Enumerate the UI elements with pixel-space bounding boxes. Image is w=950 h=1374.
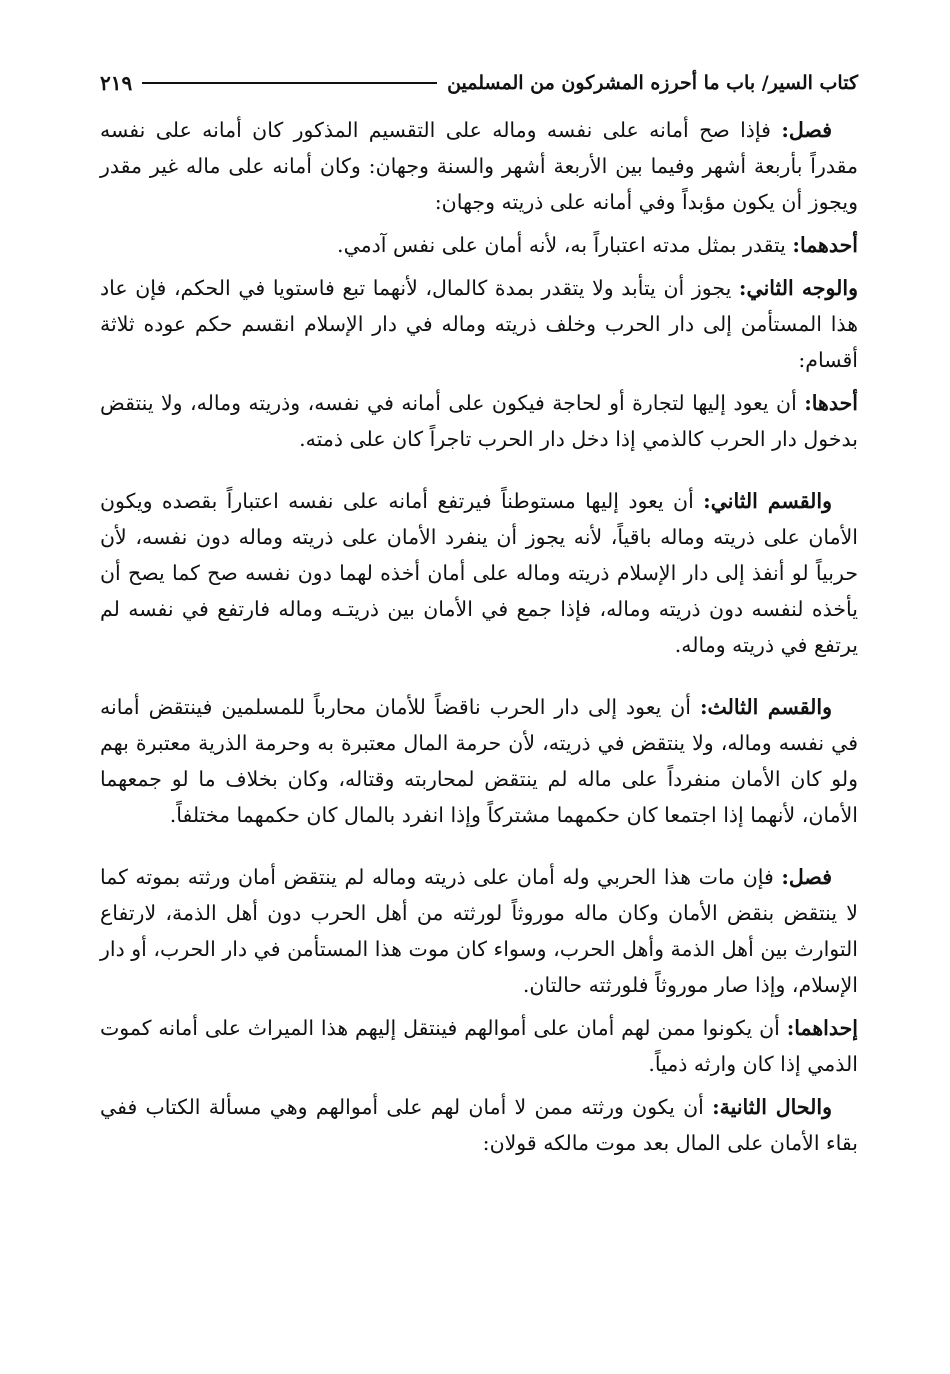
paragraph-text: أن يكون ورثته ممن لا أمان لهم على أموالهم وهي مسألة الكتاب ففي بقاء الأمان على المال بعد موت مالكه قولان: bbox=[100, 1095, 858, 1155]
header-rule bbox=[142, 82, 437, 84]
paragraph-ahaduha bbox=[100, 385, 858, 457]
running-title: كتاب السير/ باب ما أحرزه المشركون من المسلمين bbox=[447, 72, 858, 94]
paragraph-wajh-thani bbox=[100, 270, 858, 378]
paragraph-text: فإذا صح أمانه على نفسه وماله على التقسيم المذكور كان أمانه على نفسه مقدراً بأربعة أشهر وفيما بين الأربعة أشهر والسنة وجهان: وكان أمانه على ماله غير مقدر ويجوز أن يكون مؤبداً وفي أمانه على ذريته وجهان: bbox=[100, 118, 858, 214]
paragraph-hal-thaniya bbox=[100, 1089, 858, 1161]
paragraph-lead: فصل: bbox=[781, 118, 832, 142]
paragraph-qism-thalith bbox=[100, 689, 858, 833]
paragraph-ahaduhuma bbox=[100, 227, 858, 263]
paragraph-text: أن يعود إلى دار الحرب ناقضاً للأمان محارباً للمسلمين فينتقض أمانه في نفسه وماله، ولا ينتقض في ذريته، لأن حرمة المال معتبرة به وحرمة الذرية معتبرة بهم ولو كان الأمان منفرداً على ماله لم ينتقض لمحاربته وقتاله، وكان بخلاف ما لو جمعهما الأمان، لأنهما إذا اجتمعا كان حكمهما مشتركاً وإذا انفرد بالمال كان حكمهما مختلفاً. bbox=[100, 695, 858, 827]
paragraph-lead: والحال الثانية: bbox=[712, 1095, 832, 1119]
paragraph-qism-thani bbox=[100, 483, 858, 663]
paragraph-text: أن يعود إليها لتجارة أو لحاجة فيكون على أمانه في نفسه، وذريته وماله، ولا ينتقض بدخول دار الحرب كالذمي إذا دخل دار الحرب تاجراً كان على ذمته. bbox=[100, 391, 858, 451]
paragraph-lead: أحدهما: bbox=[792, 233, 858, 257]
paragraph-text: أن يعود إليها مستوطناً فيرتفع أمانه على نفسه اعتباراً بقصده ويكون الأمان على ذريته وماله باقياً، لأنه يجوز أن ينفرد الأمان على ذريته وماله دون نفسه، لأن حربياً لو أنفذ إلى دار الإسلام ذريته وماله على أمان أخذه لهما دون نفسه صح كما يصح أن يأخذه لنفسه دون ذريته وماله، فإذا جمع في الأمان بين ذريتـه وماله فارتفع في نفسه لم يرتفع في ذريته وماله. bbox=[100, 489, 858, 657]
paragraph-text: أن يكونوا ممن لهم أمان على أموالهم فينتقل إليهم هذا الميراث على أمانه كموت الذمي إذا كان وارثه ذمياً. bbox=[100, 1016, 858, 1076]
paragraph-lead: فصل: bbox=[781, 865, 832, 889]
paragraph-lead: أحدها: bbox=[804, 391, 858, 415]
page-number: ٢١٩ bbox=[100, 71, 133, 95]
paragraph-lead: والوجه الثاني: bbox=[738, 276, 858, 300]
paragraph-lead: إحداهما: bbox=[786, 1016, 858, 1040]
paragraph-text: يتقدر بمثل مدته اعتباراً به، لأنه أمان على نفس آدمي. bbox=[337, 233, 793, 257]
running-header bbox=[100, 66, 858, 100]
body-text bbox=[100, 112, 858, 1161]
paragraph-lead: والقسم الثاني: bbox=[703, 489, 833, 513]
paragraph-fasl-1 bbox=[100, 112, 858, 220]
paragraph-fasl-2 bbox=[100, 859, 858, 1003]
book-page bbox=[100, 66, 858, 1334]
paragraph-text: فإن مات هذا الحربي وله أمان على ذريته وماله لم ينتقض أمان ورثته بموته كما لا ينتقض بنقض الأمان وكان ماله موروثاً لورثته من أهل الحرب دون أهل الذمة، لارتفاع التوارث بين أهل الذمة وأهل الحرب، وسواء كان موت هذا المستأمن في دار الحرب، أو دار الإسلام، وإذا صار موروثاً فلورثته حالتان. bbox=[100, 865, 858, 997]
paragraph-text: يجوز أن يتأبد ولا يتقدر بمدة كالمال، لأنهما تبع فاستويا في الحكم، فإن عاد هذا المستأمن إلى دار الحرب وخلف ذريته وماله في دار الإسلام انقسم حكم عوده ثلاثة أقسام: bbox=[100, 276, 858, 372]
paragraph-lead: والقسم الثالث: bbox=[699, 695, 832, 719]
paragraph-ihdahuma bbox=[100, 1010, 858, 1082]
